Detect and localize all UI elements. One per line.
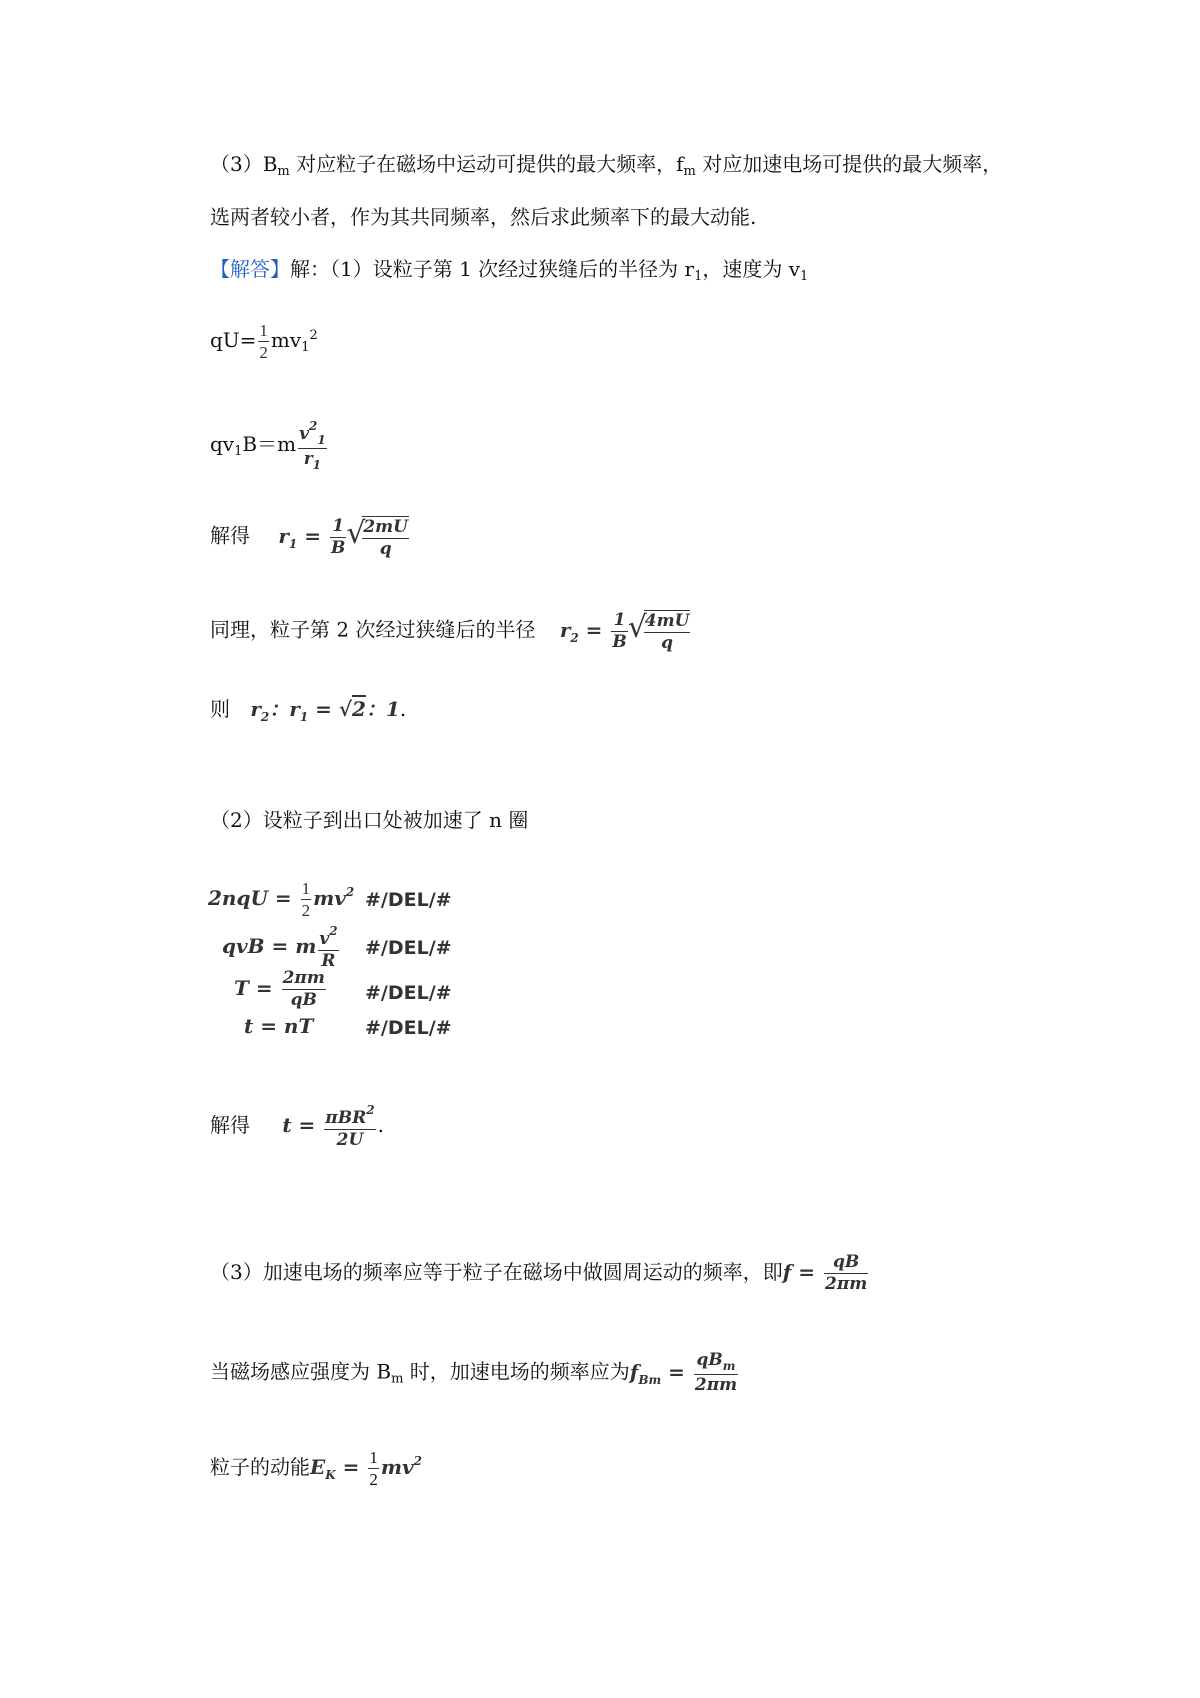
equation-r1: 解得 $r_1$ = $\frac{1}{B}$ √ $\frac{2mU}{q}$ bbox=[210, 516, 409, 558]
hint-line-1: $(3)B_m$ 对应粒子在磁场中运动可提供的最大频率，$f_m$ 对应加速电场可提供的最大频率， bbox=[210, 152, 1003, 179]
hint-line-2: 选两者较小者，作为其共同频率，然后求此频率下的最大动能. bbox=[210, 205, 757, 229]
del-marker-3: #/DEL/# bbox=[365, 982, 452, 1004]
part2-eq2: qvB = m $\frac{v^2}{R}$ bbox=[222, 924, 338, 971]
answer-intro: 【解答】解：（1）设粒子第 1 次经过狭缝后的半径为 $r_1$，速度为 $v_1$ bbox=[210, 257, 809, 284]
answer-tag: 【解答】 bbox=[210, 257, 290, 281]
del-marker-4: #/DEL/# bbox=[365, 1017, 452, 1039]
equation-ratio: 则 $r_2$：$r_1 = √2$：1. bbox=[210, 697, 407, 724]
equation-r2: 同理，粒子第 2 次经过狭缝后的半径 $r_2$ = $\frac{1}{B}$ √ $\frac{4mU}{q}$ bbox=[210, 610, 690, 652]
equation-force: $qv_1B=m$ $\frac{v^2_1}{r_1}$ bbox=[210, 419, 326, 472]
part3-line2: 当磁场感应强度为 $B_m$ 时，加速电场的频率应为$f_{Bm}$ = $\frac{qB_m}{2\pi m}$ bbox=[210, 1350, 738, 1395]
equation-energy: qU= $\frac{1}{2}$ $mv_1^2$ bbox=[210, 321, 318, 362]
del-marker-1: #/DEL/# bbox=[365, 889, 452, 911]
part2-title: （2）设粒子到出口处被加速了 n 圈 bbox=[210, 808, 529, 832]
part2-eq3: T = $\frac{2\pi m}{qB}$ bbox=[234, 968, 325, 1010]
part2-result: 解得 t = $\frac{\pi BR^2}{2U}$ . bbox=[210, 1103, 384, 1150]
del-marker-2: #/DEL/# bbox=[365, 937, 452, 959]
part3-line1: （3）加速电场的频率应等于粒子在磁场中做圆周运动的频率，即f = $\frac{qB}{2\pi m}$ bbox=[210, 1252, 868, 1294]
part3-line3: 粒子的动能$E_K$ = $\frac{1}{2}$ $mv^2$ bbox=[210, 1448, 423, 1489]
part2-eq1: 2nqU = $\frac{1}{2}$ $mv^2$ bbox=[208, 879, 355, 920]
part2-eq4: t = nT bbox=[244, 1014, 314, 1038]
